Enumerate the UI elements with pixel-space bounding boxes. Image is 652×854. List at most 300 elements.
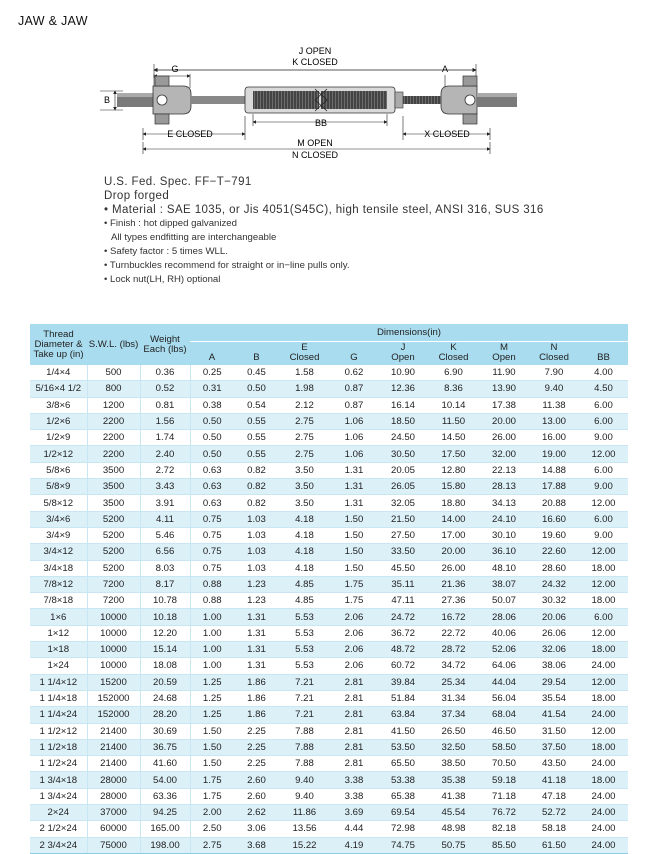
table-cell: 7.88 — [279, 739, 330, 755]
table-cell: 10.14 — [428, 397, 479, 413]
table-cell: 2.06 — [330, 609, 378, 625]
table-cell: 27.36 — [428, 593, 479, 609]
table-cell: 20.06 — [529, 609, 579, 625]
table-cell: 13.00 — [529, 413, 579, 429]
table-cell: 24.00 — [579, 821, 628, 837]
table-cell: 4.19 — [330, 837, 378, 853]
table-cell: 56.04 — [479, 690, 529, 706]
spec-table — [30, 324, 628, 854]
table-cell: 41.60 — [140, 756, 190, 772]
table-row — [30, 837, 628, 853]
table-cell: 3/4×6 — [30, 511, 87, 527]
spec-line: • Finish : hot dipped galvanized — [104, 218, 237, 229]
table-cell: 9.40 — [279, 772, 330, 788]
header-e-sub: Closed — [289, 352, 320, 363]
table-cell: 6.00 — [579, 413, 628, 429]
table-cell: 10.90 — [378, 365, 428, 381]
spec-line: • Safety factor : 5 times WLL. — [104, 246, 228, 257]
table-cell: 1×24 — [30, 658, 87, 674]
table-cell: 31.50 — [529, 723, 579, 739]
table-cell: 82.18 — [479, 821, 529, 837]
table-cell: 1.50 — [330, 511, 378, 527]
spec-line: • Turnbuckles recommend for straight or in−line pulls only. — [104, 260, 350, 271]
table-cell: 3.50 — [279, 479, 330, 495]
table-cell: 26.00 — [428, 560, 479, 576]
j-open-label: J OPEN — [298, 46, 332, 56]
table-cell: 7.88 — [279, 756, 330, 772]
header-a: A — [190, 342, 234, 366]
table-cell: 1.00 — [190, 642, 234, 658]
table-cell: 1.50 — [190, 739, 234, 755]
table-cell: 5200 — [87, 511, 140, 527]
table-cell: 0.38 — [190, 397, 234, 413]
table-cell: 17.88 — [529, 479, 579, 495]
table-cell: 2.50 — [190, 821, 234, 837]
table-cell: 8.17 — [140, 576, 190, 592]
table-cell: 16.00 — [529, 430, 579, 446]
spec-line: Drop forged — [104, 190, 170, 202]
table-cell: 24.00 — [579, 837, 628, 853]
table-cell: 2.75 — [279, 446, 330, 462]
table-cell: 3500 — [87, 462, 140, 478]
table-cell: 28.13 — [479, 479, 529, 495]
table-cell: 28.72 — [428, 642, 479, 658]
table-cell: 15.80 — [428, 479, 479, 495]
header-swl-text: S.W.L. (lbs) — [88, 338, 139, 350]
table-cell: 0.50 — [190, 413, 234, 429]
table-cell: 1.58 — [279, 365, 330, 381]
header-bb: BB — [579, 342, 628, 366]
table-cell: 1.31 — [330, 462, 378, 478]
table-cell: 1.75 — [330, 576, 378, 592]
table-cell: 24.00 — [579, 707, 628, 723]
table-cell: 12.00 — [579, 674, 628, 690]
table-cell: 3.38 — [330, 772, 378, 788]
table-cell: 7.21 — [279, 690, 330, 706]
table-cell: 11.38 — [529, 397, 579, 413]
table-cell: 21400 — [87, 723, 140, 739]
table-cell: 65.50 — [378, 756, 428, 772]
table-cell: 58.18 — [529, 821, 579, 837]
table-cell: 1×18 — [30, 642, 87, 658]
table-cell: 2.12 — [279, 397, 330, 413]
table-cell: 3.43 — [140, 479, 190, 495]
spec-line: • Material : SAE 1035, or Jis 4051(S45C), high tensile steel, ANSI 316, SUS 316 — [104, 204, 544, 216]
table-cell: 1 3/4×18 — [30, 772, 87, 788]
table-cell: 3500 — [87, 495, 140, 511]
table-cell: 10000 — [87, 625, 140, 641]
table-cell: 0.55 — [234, 446, 279, 462]
table-row — [30, 462, 628, 478]
table-cell: 2.60 — [234, 772, 279, 788]
table-cell: 0.63 — [190, 479, 234, 495]
table-cell: 19.60 — [529, 527, 579, 543]
table-cell: 7200 — [87, 593, 140, 609]
table-cell: 38.06 — [529, 658, 579, 674]
table-row — [30, 560, 628, 576]
table-cell: 33.50 — [378, 544, 428, 560]
table-cell: 6.90 — [428, 365, 479, 381]
table-cell: 0.82 — [234, 479, 279, 495]
table-cell: 1.03 — [234, 527, 279, 543]
table-cell: 1.03 — [234, 544, 279, 560]
table-cell: 20.88 — [529, 495, 579, 511]
table-cell: 29.54 — [529, 674, 579, 690]
table-cell: 800 — [87, 381, 140, 397]
table-cell: 48.72 — [378, 642, 428, 658]
table-row — [30, 495, 628, 511]
bb-label: BB — [314, 118, 328, 128]
table-cell: 14.88 — [529, 462, 579, 478]
table-row — [30, 707, 628, 723]
table-cell: 15.14 — [140, 642, 190, 658]
table-cell: 1×6 — [30, 609, 87, 625]
table-cell: 0.50 — [234, 381, 279, 397]
table-cell: 53.38 — [378, 772, 428, 788]
table-cell: 6.00 — [579, 511, 628, 527]
header-j-text: J — [400, 342, 406, 353]
table-cell: 12.36 — [378, 381, 428, 397]
table-cell: 68.04 — [479, 707, 529, 723]
spec-line: • Lock nut(LH, RH) optional — [104, 274, 221, 285]
table-cell: 4.18 — [279, 560, 330, 576]
table-row — [30, 723, 628, 739]
table-cell: 11.50 — [428, 413, 479, 429]
table-cell: 12.00 — [579, 723, 628, 739]
table-cell: 40.06 — [479, 625, 529, 641]
table-cell: 36.75 — [140, 739, 190, 755]
table-cell: 8.36 — [428, 381, 479, 397]
table-cell: 1.25 — [190, 690, 234, 706]
table-cell: 37000 — [87, 805, 140, 821]
table-cell: 152000 — [87, 707, 140, 723]
table-cell: 5/8×6 — [30, 462, 87, 478]
table-cell: 75000 — [87, 837, 140, 853]
table-cell: 48.10 — [479, 560, 529, 576]
header-m-sub: Open — [492, 352, 516, 363]
table-cell: 39.84 — [378, 674, 428, 690]
table-cell: 14.50 — [428, 430, 479, 446]
table-cell: 94.25 — [140, 805, 190, 821]
table-cell: 1.00 — [190, 625, 234, 641]
table-row — [30, 527, 628, 543]
table-cell: 0.62 — [330, 365, 378, 381]
table-row — [30, 365, 628, 381]
table-cell: 74.75 — [378, 837, 428, 853]
table-row — [30, 576, 628, 592]
table-cell: 18.80 — [428, 495, 479, 511]
table-cell: 2.81 — [330, 723, 378, 739]
table-cell: 24.32 — [529, 576, 579, 592]
table-cell: 52.72 — [529, 805, 579, 821]
table-cell: 9.00 — [579, 430, 628, 446]
table-cell: 24.00 — [579, 756, 628, 772]
header-dimensions: Dimensions(in) — [190, 324, 628, 342]
table-cell: 26.50 — [428, 723, 479, 739]
table-cell: 1 1/4×12 — [30, 674, 87, 690]
table-cell: 32.00 — [479, 446, 529, 462]
table-cell: 48.98 — [428, 821, 479, 837]
table-cell: 5.53 — [279, 609, 330, 625]
table-row — [30, 674, 628, 690]
table-cell: 35.54 — [529, 690, 579, 706]
table-cell: 58.50 — [479, 739, 529, 755]
table-cell: 1 3/4×24 — [30, 788, 87, 804]
table-cell: 500 — [87, 365, 140, 381]
table-cell: 31.34 — [428, 690, 479, 706]
table-cell: 72.98 — [378, 821, 428, 837]
table-cell: 4.85 — [279, 593, 330, 609]
table-cell: 0.87 — [330, 381, 378, 397]
header-weight-text: Weight Each (lbs) — [143, 333, 187, 355]
header-weight — [140, 324, 190, 365]
header-n-text: N — [550, 342, 558, 353]
table-cell: 1/2×6 — [30, 413, 87, 429]
table-row — [30, 609, 628, 625]
table-row — [30, 479, 628, 495]
table-cell: 0.54 — [234, 397, 279, 413]
table-cell: 2.25 — [234, 739, 279, 755]
table-cell: 30.69 — [140, 723, 190, 739]
table-body — [30, 365, 628, 853]
table-cell: 21400 — [87, 756, 140, 772]
turnbuckle-diagram — [95, 42, 535, 167]
table-cell: 0.88 — [190, 593, 234, 609]
header-k-sub: Closed — [438, 352, 469, 363]
table-cell: 1 1/4×24 — [30, 707, 87, 723]
table-cell: 9.00 — [579, 479, 628, 495]
table-cell: 1.25 — [190, 674, 234, 690]
table-cell: 1.23 — [234, 576, 279, 592]
table-cell: 3.68 — [234, 837, 279, 853]
table-row — [30, 805, 628, 821]
table-cell: 1.98 — [279, 381, 330, 397]
table-cell: 63.84 — [378, 707, 428, 723]
table-cell: 19.00 — [529, 446, 579, 462]
table-cell: 20.00 — [479, 413, 529, 429]
table-cell: 45.50 — [378, 560, 428, 576]
table-cell: 46.50 — [479, 723, 529, 739]
table-cell: 3.50 — [279, 495, 330, 511]
table-cell: 59.18 — [479, 772, 529, 788]
table-cell: 24.00 — [579, 658, 628, 674]
table-cell: 2.81 — [330, 756, 378, 772]
table-cell: 8.03 — [140, 560, 190, 576]
table-cell: 1.31 — [330, 495, 378, 511]
table-cell: 1/2×9 — [30, 430, 87, 446]
table-cell: 20.00 — [428, 544, 479, 560]
table-row — [30, 593, 628, 609]
table-cell: 26.06 — [529, 625, 579, 641]
table-cell: 2.75 — [279, 413, 330, 429]
header-n — [529, 342, 579, 366]
header-swl — [87, 324, 140, 365]
table-cell: 1.23 — [234, 593, 279, 609]
table-cell: 1×12 — [30, 625, 87, 641]
table-cell: 7.88 — [279, 723, 330, 739]
table-cell: 36.10 — [479, 544, 529, 560]
table-cell: 0.75 — [190, 544, 234, 560]
table-cell: 4.85 — [279, 576, 330, 592]
table-cell: 2.81 — [330, 690, 378, 706]
table-row — [30, 430, 628, 446]
table-cell: 24.00 — [579, 805, 628, 821]
table-cell: 3500 — [87, 479, 140, 495]
table-cell: 0.75 — [190, 527, 234, 543]
table-cell: 0.63 — [190, 462, 234, 478]
k-closed-label: K CLOSED — [292, 57, 338, 67]
b-label: B — [103, 95, 111, 105]
table-cell: 10.18 — [140, 609, 190, 625]
table-cell: 11.86 — [279, 805, 330, 821]
table-cell: 17.38 — [479, 397, 529, 413]
table-cell: 4.18 — [279, 527, 330, 543]
table-cell: 1.50 — [190, 756, 234, 772]
table-cell: 2.81 — [330, 707, 378, 723]
spec-line: U.S. Fed. Spec. FF−T−791 — [104, 176, 252, 188]
header-b: B — [234, 342, 279, 366]
table-cell: 30.50 — [378, 446, 428, 462]
header-n-sub: Closed — [539, 352, 569, 363]
table-cell: 16.72 — [428, 609, 479, 625]
table-cell: 53.50 — [378, 739, 428, 755]
table-cell: 11.90 — [479, 365, 529, 381]
table-cell: 2.06 — [330, 658, 378, 674]
table-cell: 0.75 — [190, 511, 234, 527]
table-cell: 5.53 — [279, 642, 330, 658]
table-row — [30, 511, 628, 527]
spec-table-wrapper — [30, 324, 628, 854]
table-row — [30, 739, 628, 755]
table-cell: 1.86 — [234, 707, 279, 723]
table-cell: 10.78 — [140, 593, 190, 609]
table-cell: 22.72 — [428, 625, 479, 641]
table-cell: 25.34 — [428, 674, 479, 690]
table-cell: 3/4×18 — [30, 560, 87, 576]
n-closed-label: N CLOSED — [291, 150, 339, 160]
table-cell: 27.50 — [378, 527, 428, 543]
g-label: G — [171, 64, 179, 74]
table-cell: 152000 — [87, 690, 140, 706]
table-cell: 1 1/2×24 — [30, 756, 87, 772]
table-cell: 5200 — [87, 527, 140, 543]
table-cell: 2200 — [87, 446, 140, 462]
table-cell: 2.60 — [234, 788, 279, 804]
table-row — [30, 788, 628, 804]
table-cell: 1.00 — [190, 609, 234, 625]
table-cell: 0.50 — [190, 430, 234, 446]
table-cell: 0.25 — [190, 365, 234, 381]
table-cell: 4.18 — [279, 511, 330, 527]
table-cell: 28000 — [87, 772, 140, 788]
table-cell: 1.86 — [234, 674, 279, 690]
header-g: G — [330, 342, 378, 366]
table-cell: 1.50 — [330, 527, 378, 543]
table-cell: 50.75 — [428, 837, 479, 853]
table-cell: 5/8×12 — [30, 495, 87, 511]
table-cell: 1.31 — [234, 658, 279, 674]
header-e-text: E — [301, 342, 308, 353]
table-cell: 7/8×18 — [30, 593, 87, 609]
table-cell: 1.50 — [330, 544, 378, 560]
table-cell: 30.10 — [479, 527, 529, 543]
table-cell: 4.44 — [330, 821, 378, 837]
table-cell: 1.31 — [330, 479, 378, 495]
table-cell: 10000 — [87, 642, 140, 658]
table-cell: 21400 — [87, 739, 140, 755]
table-cell: 5.46 — [140, 527, 190, 543]
header-thread — [30, 324, 87, 365]
table-cell: 43.50 — [529, 756, 579, 772]
table-cell: 3/4×9 — [30, 527, 87, 543]
table-cell: 3.69 — [330, 805, 378, 821]
table-row — [30, 625, 628, 641]
table-cell: 26.00 — [479, 430, 529, 446]
table-cell: 37.34 — [428, 707, 479, 723]
table-cell: 9.40 — [279, 788, 330, 804]
table-cell: 0.36 — [140, 365, 190, 381]
table-cell: 0.87 — [330, 397, 378, 413]
table-cell: 1.31 — [234, 625, 279, 641]
table-cell: 20.05 — [378, 462, 428, 478]
table-cell: 52.06 — [479, 642, 529, 658]
table-row — [30, 756, 628, 772]
table-cell: 1 1/2×12 — [30, 723, 87, 739]
table-cell: 4.18 — [279, 544, 330, 560]
table-cell: 3.38 — [330, 788, 378, 804]
table-cell: 2.40 — [140, 446, 190, 462]
table-row — [30, 544, 628, 560]
table-cell: 7/8×12 — [30, 576, 87, 592]
table-cell: 1/2×12 — [30, 446, 87, 462]
table-cell: 1.31 — [234, 642, 279, 658]
table-cell: 1.50 — [330, 560, 378, 576]
table-cell: 1.75 — [190, 788, 234, 804]
table-cell: 1.03 — [234, 560, 279, 576]
table-cell: 64.06 — [479, 658, 529, 674]
table-cell: 85.50 — [479, 837, 529, 853]
table-cell: 4.00 — [579, 365, 628, 381]
table-cell: 6.56 — [140, 544, 190, 560]
table-cell: 1.06 — [330, 446, 378, 462]
table-cell: 69.54 — [378, 805, 428, 821]
table-cell: 1.74 — [140, 430, 190, 446]
table-cell: 2.72 — [140, 462, 190, 478]
table-cell: 3.50 — [279, 462, 330, 478]
table-cell: 6.00 — [579, 462, 628, 478]
table-cell: 5200 — [87, 560, 140, 576]
table-cell: 38.50 — [428, 756, 479, 772]
table-cell: 0.45 — [234, 365, 279, 381]
table-cell: 32.05 — [378, 495, 428, 511]
table-cell: 1.86 — [234, 690, 279, 706]
table-cell: 70.50 — [479, 756, 529, 772]
table-cell: 24.50 — [378, 430, 428, 446]
table-cell: 12.00 — [579, 495, 628, 511]
table-cell: 18.00 — [579, 593, 628, 609]
table-cell: 0.31 — [190, 381, 234, 397]
header-e — [279, 342, 330, 366]
table-cell: 0.52 — [140, 381, 190, 397]
header-m-text: M — [500, 342, 508, 353]
table-cell: 1.50 — [190, 723, 234, 739]
table-cell: 7.21 — [279, 707, 330, 723]
table-cell: 1.25 — [190, 707, 234, 723]
table-cell: 18.00 — [579, 772, 628, 788]
x-closed-label: X CLOSED — [424, 129, 470, 139]
table-row — [30, 821, 628, 837]
table-cell: 18.08 — [140, 658, 190, 674]
